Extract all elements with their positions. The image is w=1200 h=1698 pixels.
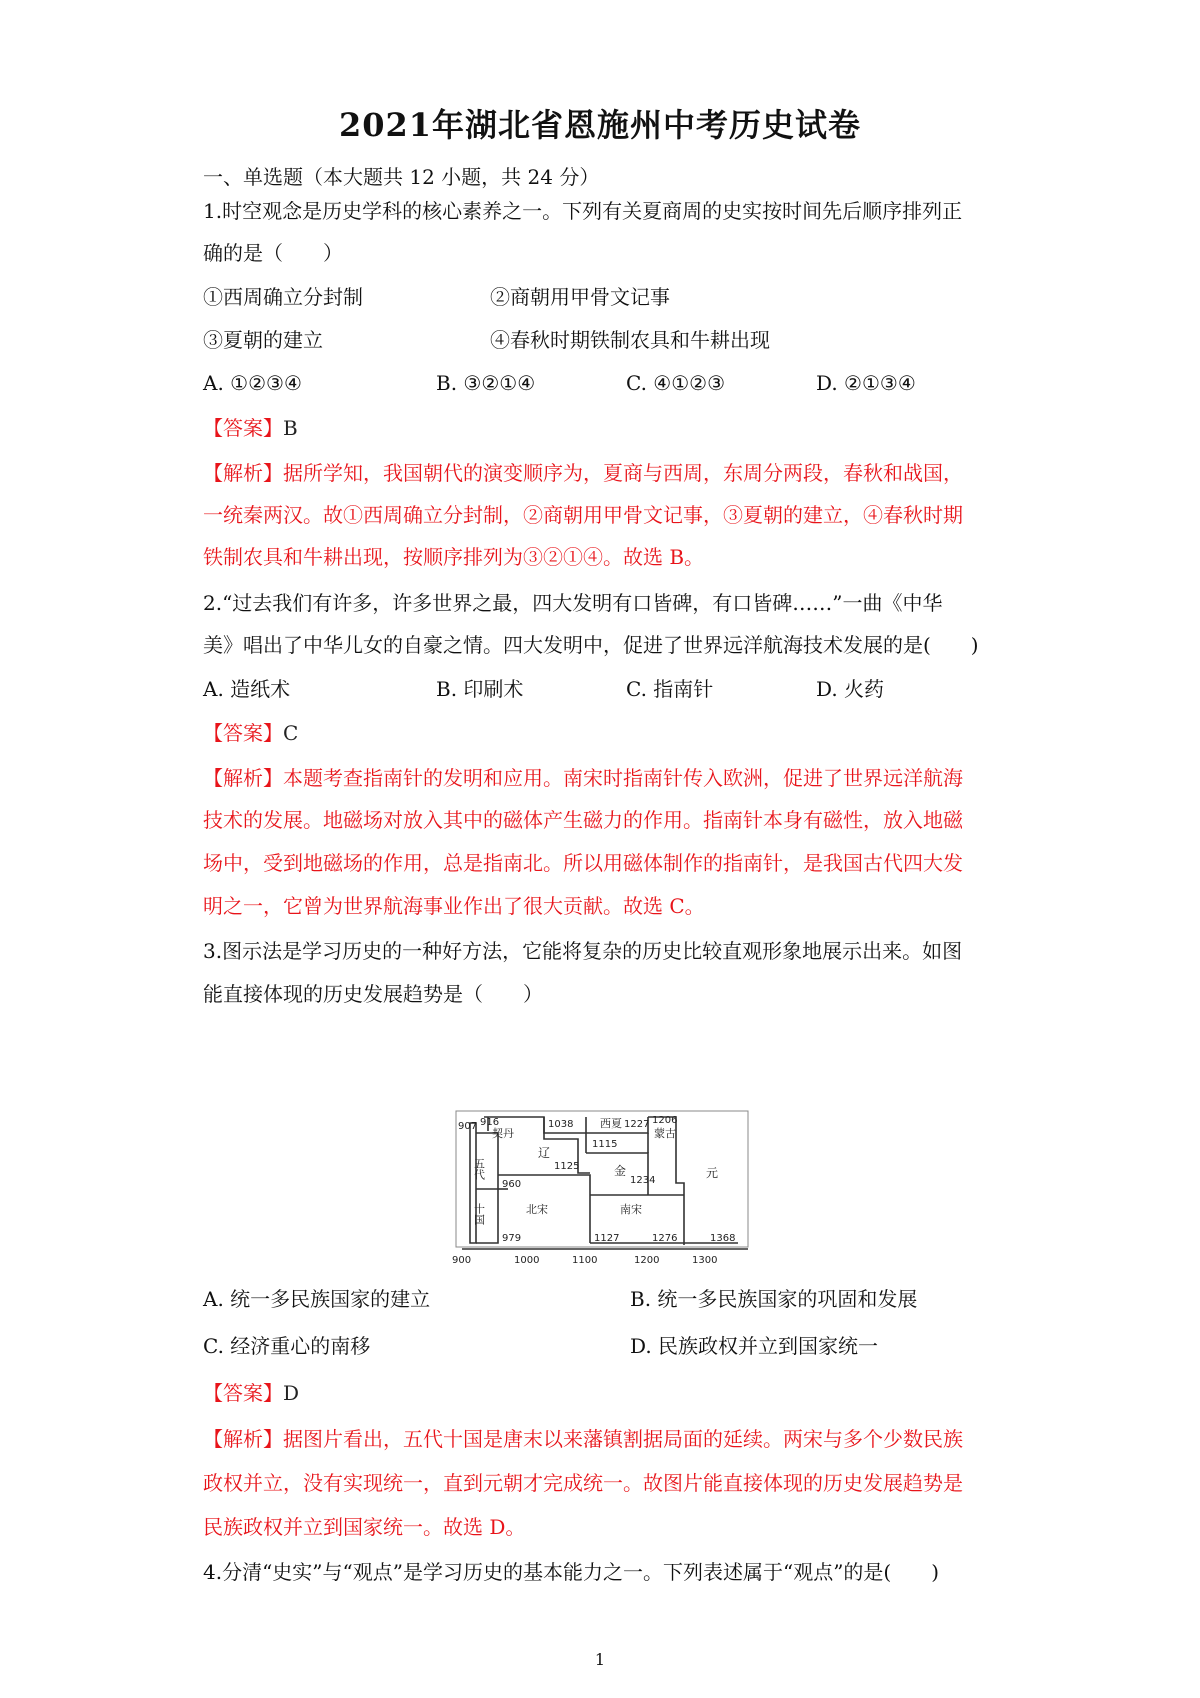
q2-analysis-line-3: 场中，受到地磁场的作用，总是指南北。所以用磁体制作的指南针，是我国古代四大发 [203,851,963,875]
fig-region-nansong: 南宋 [620,1203,642,1216]
fig-year-1125: 1125 [554,1161,580,1172]
answer-letter: B [283,416,298,440]
answer-tag: 【答案】 [203,1381,283,1405]
q3-analysis-line-2: 政权并立，没有实现统一，直到元朝才完成统一。故图片能直接体现的历史发展趋势是 [203,1471,963,1495]
q1-option-d: D. ②①③④ [816,371,916,395]
fig-axis-1200: 1200 [634,1255,660,1266]
fig-year-1115: 1115 [592,1139,618,1150]
q1-option-c: C. ④①②③ [626,371,726,395]
q3-option-c: C. 经济重心的南移 [203,1334,371,1358]
q1-item-2: ②商朝用甲骨文记事 [490,285,670,309]
q1-stem-line-1: 1.时空观念是历史学科的核心素养之一。下列有关夏商周的史实按时间先后顺序排列正 [203,199,963,223]
q1-analysis-line-3: 铁制农具和牛耕出现，按顺序排列为③②①④。故选 B。 [203,545,705,569]
answer-tag: 【答案】 [203,721,283,745]
fig-region-wudai: 五代 [472,1158,486,1180]
q1-stem-line-2: 确的是（ ） [203,241,343,265]
q2-stem-line-1: 2.“过去我们有许多，许多世界之最，四大发明有口皆碑，有口皆碑……”一曲《中华 [203,591,943,615]
fig-axis-1100: 1100 [572,1255,598,1266]
analysis-text: 据所学知，我国朝代的演变顺序为，夏商与西周，东周分两段，春秋和战国， [283,461,963,485]
analysis-text: 据图片看出，五代十国是唐末以来藩镇割据局面的延续。两宋与多个少数民族 [283,1427,963,1451]
analysis-text: 本题考查指南针的发明和应用。南宋时指南针传入欧洲，促进了世界远洋航海 [283,766,963,790]
fig-region-yuan: 元 [706,1166,719,1180]
fig-axis-1000: 1000 [514,1255,540,1266]
page-number: 1 [594,1650,606,1669]
q2-stem-line-2: 美》唱出了中华儿女的自豪之情。四大发明中，促进了世界远洋航海技术发展的是( ) [203,633,979,657]
fig-year-907: 907 [458,1121,478,1132]
document-title: 2021年湖北省恩施州中考历史试卷 [338,106,862,144]
q1-item-3: ③夏朝的建立 [203,328,323,352]
fig-region-menggu: 蒙古 [654,1127,676,1140]
fig-year-916: 916 [480,1117,500,1128]
q1-option-b: B. ③②①④ [436,371,536,395]
q3-stem-line-2: 能直接体现的历史发展趋势是（ ） [203,982,543,1006]
q2-analysis-line-2: 技术的发展。地磁场对放入其中的磁体产生磁力的作用。指南针本身有磁性，放入地磁 [203,808,963,832]
q3-analysis-line-3: 民族政权并立到国家统一。故选 D。 [203,1515,526,1539]
fig-year-1234: 1234 [630,1175,656,1186]
q1-item-1: ①西周确立分封制 [203,285,363,309]
fig-region-beisong: 北宋 [526,1203,548,1216]
q3-answer [203,1378,1023,1408]
q3-option-b: B. 统一多民族国家的巩固和发展 [630,1287,918,1311]
answer-tag: 【答案】 [203,416,283,440]
fig-axis-1300: 1300 [692,1255,718,1266]
q1-analysis-line-2: 一统秦两汉。故①西周确立分封制，②商朝用甲骨文记事，③夏朝的建立，④春秋时期 [203,503,963,527]
fig-axis-900: 900 [452,1255,472,1266]
q2-option-d: D. 火药 [816,677,885,701]
answer-letter: C [283,721,299,745]
q1-answer [203,413,1023,443]
fig-year-1038: 1038 [548,1119,574,1130]
answer-letter: D [283,1381,300,1405]
fig-year-1276: 1276 [652,1233,678,1244]
fig-year-1206: 1206 [652,1115,678,1126]
analysis-tag: 【解析】 [203,766,283,790]
q1-item-4: ④春秋时期铁制农具和牛耕出现 [490,328,770,352]
fig-year-979: 979 [502,1233,522,1244]
q3-analysis-line-1 [203,1424,1023,1454]
fig-region-liao: 辽 [538,1146,551,1160]
fig-region-jin: 金 [614,1164,627,1178]
q3-option-d: D. 民族政权并立到国家统一 [630,1334,879,1358]
q1-analysis-line-1 [203,458,1023,488]
fig-region-qidan: 契丹 [492,1127,514,1140]
fig-year-1227: 1227 [624,1119,650,1130]
q4-stem-line-1: 4.分清“史实”与“观点”是学习历史的基本能力之一。下列表述属于“观点”的是( ) [203,1560,940,1584]
q1-option-a: A. ①②③④ [203,371,302,395]
fig-year-960: 960 [502,1179,522,1190]
dynasty-timeline-figure [448,1103,758,1269]
fig-region-shiguo: 十国 [472,1203,486,1225]
q3-stem-line-1: 3.图示法是学习历史的一种好方法，它能将复杂的历史比较直观形象地展示出来。如图 [203,939,963,963]
fig-year-1127: 1127 [594,1233,620,1244]
q2-option-c: C. 指南针 [626,677,714,701]
analysis-tag: 【解析】 [203,1427,283,1451]
analysis-tag: 【解析】 [203,461,283,485]
fig-region-xixia: 西夏 [600,1117,622,1130]
q2-answer [203,718,1023,748]
section-heading: 一、单选题（本大题共 12 小题，共 24 分） [203,165,600,189]
q2-option-a: A. 造纸术 [203,677,291,701]
q3-option-a: A. 统一多民族国家的建立 [203,1287,431,1311]
q2-option-b: B. 印刷术 [436,677,524,701]
fig-year-1368: 1368 [710,1233,736,1244]
q2-analysis-line-4: 明之一，它曾为世界航海事业作出了很大贡献。故选 C。 [203,894,705,918]
q2-analysis-line-1 [203,763,1023,793]
